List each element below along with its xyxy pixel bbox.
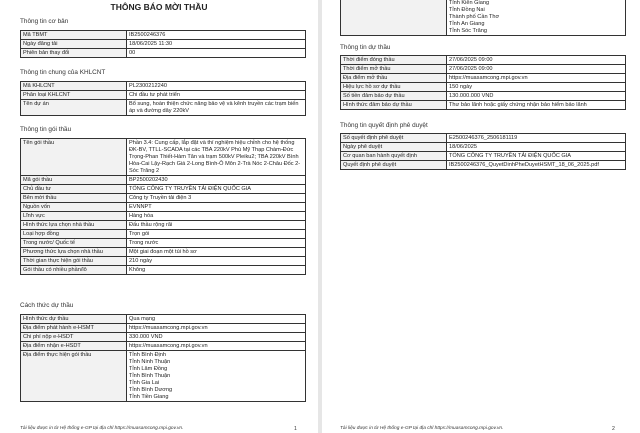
table-row [341,74,626,83]
field-value: 27/06/2025 09:00 [447,56,626,65]
table-row [21,194,306,203]
field-value: 00 [127,49,306,58]
list-item: Tỉnh Lâm Đồng [129,365,168,372]
section-basic-title: Thông tin cơ bản [20,18,69,25]
table-row [341,101,626,110]
page-2 [322,0,640,433]
field-value: PL2300212240 [127,82,306,91]
field-label: Phân loại KHLCNT [21,91,127,100]
table-row [341,56,626,65]
field-value: Công ty Truyền tải điện 3 [127,194,306,203]
bidding-table [340,55,626,110]
page-number: 1 [294,426,297,432]
table-row [21,82,306,91]
list-item: Tỉnh Gia Lai [129,379,160,386]
table-row [21,342,306,351]
field-value: Trong nước [127,239,306,248]
field-value: Thư bảo lãnh hoặc giấy chứng nhận bảo hiểm bảo lãnh [447,101,626,110]
list-item: Tỉnh Ninh Thuận [129,358,171,365]
section-bidding-title: Thông tin dự thầu [340,44,391,51]
table-row [341,65,626,74]
location-list [127,351,306,402]
table-row [341,134,626,143]
field-label: Tên dự án [21,100,127,116]
field-label: Phiên bản thay đổi [21,49,127,58]
field-value: TỔNG CÔNG TY TRUYỀN TẢI ĐIỆN QUỐC GIA [127,185,306,194]
field-label: Hiệu lực hồ sơ dự thầu [341,83,447,92]
field-value: EVNNPT [127,203,306,212]
field-label: Mã KHLCNT [21,82,127,91]
list-item: Tỉnh Tiền Giang [129,393,169,400]
field-value: Chi đầu tư phát triển [127,91,306,100]
field-value: https://muasamcong.mpi.gov.vn [447,74,626,83]
field-value: 210 ngày [127,257,306,266]
page-1 [0,0,318,433]
field-label-empty [341,0,447,36]
list-item: Tỉnh Sóc Trăng [449,27,487,34]
list-item: Tỉnh Kiên Giang [449,0,490,6]
table-row [21,315,306,324]
field-label: Ngày phê duyệt [341,143,447,152]
field-value: BP2500202430 [127,176,306,185]
table-row [21,221,306,230]
field-value: Một giai đoạn một túi hồ sơ [127,248,306,257]
table-row [21,100,306,116]
field-value: 27/06/2025 09:00 [447,65,626,74]
field-label: Loại hợp đồng [21,230,127,239]
page-number: 2 [612,426,615,432]
list-item: Tỉnh Bình Định [129,351,167,358]
table-row [341,0,626,36]
field-label: Ngày đăng tải [21,40,127,49]
field-label: Quyết định phê duyệt [341,161,447,170]
field-label: Chủ đầu tư [21,185,127,194]
khlcnt-table [20,81,306,116]
table-row [21,49,306,58]
field-label: Nguồn vốn [21,203,127,212]
field-value: Bổ sung, hoàn thiện chức năng bảo vệ và kênh truyền các trạm biến áp và đường dây 220kV [127,100,306,116]
field-label: Lĩnh vực [21,212,127,221]
table-row [341,92,626,101]
list-item: Tỉnh An Giang [449,20,485,27]
field-label: Bên mời thầu [21,194,127,203]
field-value: 18/06/2025 [447,143,626,152]
field-label: Mã TBMT [21,31,127,40]
approval-table [340,133,626,170]
table-row [21,40,306,49]
field-label: Thời điểm mở thầu [341,65,447,74]
field-label: Phương thức lựa chọn nhà thầu [21,248,127,257]
field-value: Qua mạng [127,315,306,324]
table-row [21,257,306,266]
field-label: Hình thức dự thầu [21,315,127,324]
field-label: Địa điểm mở thầu [341,74,447,83]
document-title: THÔNG BÁO MỜI THẦU [110,2,208,12]
basic-info-table [20,30,306,58]
location-list [447,0,626,36]
list-item: Tỉnh Bình Dương [129,386,173,393]
table-row [21,212,306,221]
field-label: Chi phí nộp e-HSDT [21,333,127,342]
field-value: Đấu thầu rộng rãi [127,221,306,230]
list-item: Tỉnh Đồng Nai [449,6,485,13]
list-item: Thành phố Cần Thơ [449,13,500,20]
table-row [21,203,306,212]
field-label: Gói thầu có nhiều phần/lô [21,266,127,275]
table-row [21,324,306,333]
package-table [20,138,306,275]
table-row [341,152,626,161]
section-approval-title: Thông tin quyết định phê duyệt [340,122,428,129]
field-value: IB2500246376 [127,31,306,40]
table-row [21,248,306,257]
field-label: Số quyết định phê duyệt [341,134,447,143]
table-row [21,230,306,239]
field-value: Phần 3.4: Cung cấp, lắp đặt và thí nghiệm hiệu chỉnh cho hệ thống ĐK-BV, TTLL-SCADA tại các TBA 220kV Phú Mỹ Thạp Chàm-Đức Trọng-Phan Thiết-Hàm Tân và trạm 500kV Pleiku2; TBA 220kV Bình Hòa-Cai Lậy-Rạch Giá 2-Long Bình-Ô Môn 2-Trà Nóc 2-Châu Đốc 2-Sóc Trăng 2 [127,139,306,176]
table-row [341,161,626,170]
field-value: 130.000.000 VND [447,92,626,101]
field-label: Mã gói thầu [21,176,127,185]
section-package-title: Thông tin gói thầu [20,126,72,133]
field-label: Hình thức đảm bảo dự thầu [341,101,447,110]
field-label: Hình thức lựa chọn nhà thầu [21,221,127,230]
field-value: Trọn gói [127,230,306,239]
field-value: Hàng hóa [127,212,306,221]
table-row [21,239,306,248]
table-row [21,333,306,342]
field-value: E2500246376_2506181119 [447,134,626,143]
field-label: Số tiền đảm bảo dự thầu [341,92,447,101]
field-label: Thời điểm đóng thầu [341,56,447,65]
field-value: https://muasamcong.mpi.gov.vn [127,324,306,333]
table-row [21,185,306,194]
field-value: TỔNG CÔNG TY TRUYỀN TẢI ĐIỆN QUỐC GIA [447,152,626,161]
table-row [341,143,626,152]
section-method-title: Cách thức dự thầu [20,302,74,309]
section-khlcnt-title: Thông tin chung của KHLCNT [20,69,106,76]
field-label: Tên gói thầu [21,139,127,176]
footer-text: Tài liệu được in từ Hệ thống e-GP tại địa chỉ https://muasamcong.mpi.gov.vn. [20,426,184,431]
table-row [21,31,306,40]
field-value: 330.000 VND [127,333,306,342]
table-row [21,266,306,275]
field-value: 18/06/2025 11:30 [127,40,306,49]
table-row [21,176,306,185]
footer-text: Tài liệu được in từ Hệ thống e-GP tại địa chỉ https://muasamcong.mpi.gov.vn. [340,426,504,431]
table-row [21,139,306,176]
list-item: Tỉnh Bình Thuận [129,372,171,379]
table-row [341,83,626,92]
field-label: Thời gian thực hiện gói thầu [21,257,127,266]
field-value: IB2500246376_QuyetDinhPheDuyetHSMT_18_06_2025.pdf [447,161,626,170]
table-row [21,351,306,402]
field-value: 150 ngày [447,83,626,92]
location-continued-table [340,0,626,36]
table-row [21,91,306,100]
method-table [20,314,306,402]
field-label: Địa điểm phát hành e-HSMT [21,324,127,333]
field-value: Không [127,266,306,275]
field-label: Địa điểm thực hiện gói thầu [21,351,127,402]
field-value: https://muasamcong.mpi.gov.vn [127,342,306,351]
field-label: Trong nước/ Quốc tế [21,239,127,248]
field-label: Cơ quan ban hành quyết định [341,152,447,161]
field-label: Địa điểm nhận e-HSDT [21,342,127,351]
